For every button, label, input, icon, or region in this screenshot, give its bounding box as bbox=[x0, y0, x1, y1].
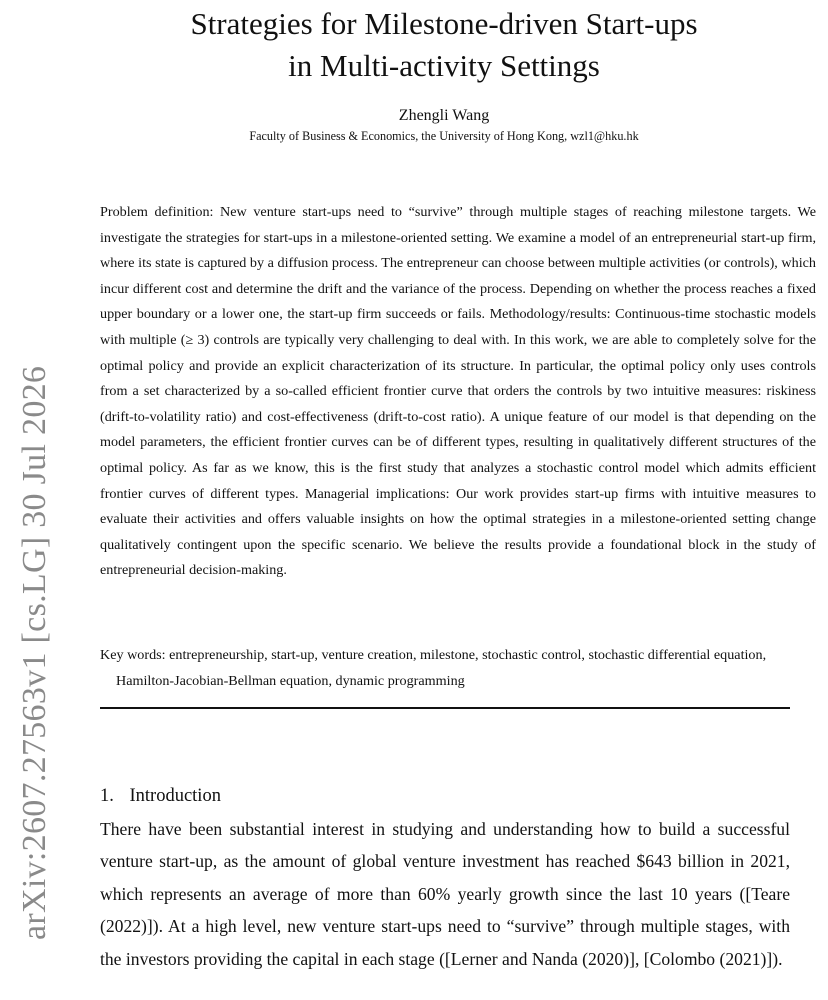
introduction-paragraph: There have been substantial interest in studying and understanding how to build a successful venture start-up, as the amount of global venture investment has reached $643 billion in 2021, which represents an average of more than 60% yearly growth since the last 10 years ([Teare (2022)]). At a high level, new venture start-ups need to “survive” through multiple stages, with the investors providing the capital in each stage ([Lerner and Nanda (2020)], [Colombo (2021)]). bbox=[100, 819, 790, 969]
abstract: Problem definition: New venture start-ups need to “survive” through multiple stages of reaching milestone targets. We investigate the strategies for start-ups in a milestone-oriented setting. We examine a model of an entrepreneurial start-up firm, where its state is captured by a diffusion process. The entrepreneur can choose between multiple activities (or controls), which incur different cost and determine the drift and the variance of the process. Depending on whether the process reaches a fixed upper boundary or a lower one, the start-up firm succeeds or fails. Methodology/results: Continuous-time stochastic models with multiple (≥ 3) controls are typically very challenging to deal with. In this work, we are able to completely solve for the optimal policy and provide an explicit characterization of its structure. In particular, the optimal policy only uses controls from a set characterized by a so-called efficient frontier curve that orders the controls by two intuitive measures: riskiness (drift-to-volatility ratio) and cost-effectiveness (drift-to-cost ratio). A unique feature of our model is that depending on the model parameters, the efficient frontier curves can be of different types, resulting in qualitatively different structures of the optimal policy. As far as we know, this is the first study that analyzes a stochastic control model which admits efficient frontier curves of different types. Managerial implications: Our work provides start-up firms with intuitive measures to evaluate their activities and offers valuable insights on how the optimal strategies in a milestone-oriented setting change qualitatively contingent upon the specific scenario. We believe the results provide a foundational block in the study of entrepreneurial decision-making. bbox=[100, 204, 816, 579]
section-heading-introduction bbox=[100, 784, 221, 808]
keywords: Key words: entrepreneurship, start-up, venture creation, milestone, stochastic control, stochastic differential equation, Hamilton-Jacobian-Bellman equation, dynamic programming bbox=[100, 647, 767, 689]
paper-title-line-1: Strategies for Milestone-driven Start-ups bbox=[190, 6, 698, 41]
paper-title-line-2: in Multi-activity Settings bbox=[288, 48, 600, 83]
author-name: Zhengli Wang bbox=[398, 107, 490, 124]
abstract-divider bbox=[100, 707, 790, 709]
section-number: 1. bbox=[100, 786, 114, 806]
author-affiliation: Faculty of Business & Economics, the University of Hong Kong, wzl1@hku.hk bbox=[249, 129, 639, 143]
section-title: Introduction bbox=[129, 786, 221, 806]
arxiv-identifier-stamp: arXiv:2607.27563v1 [cs.LG] 30 Jul 2026 bbox=[16, 365, 53, 940]
paper-title bbox=[0, 3, 828, 87]
